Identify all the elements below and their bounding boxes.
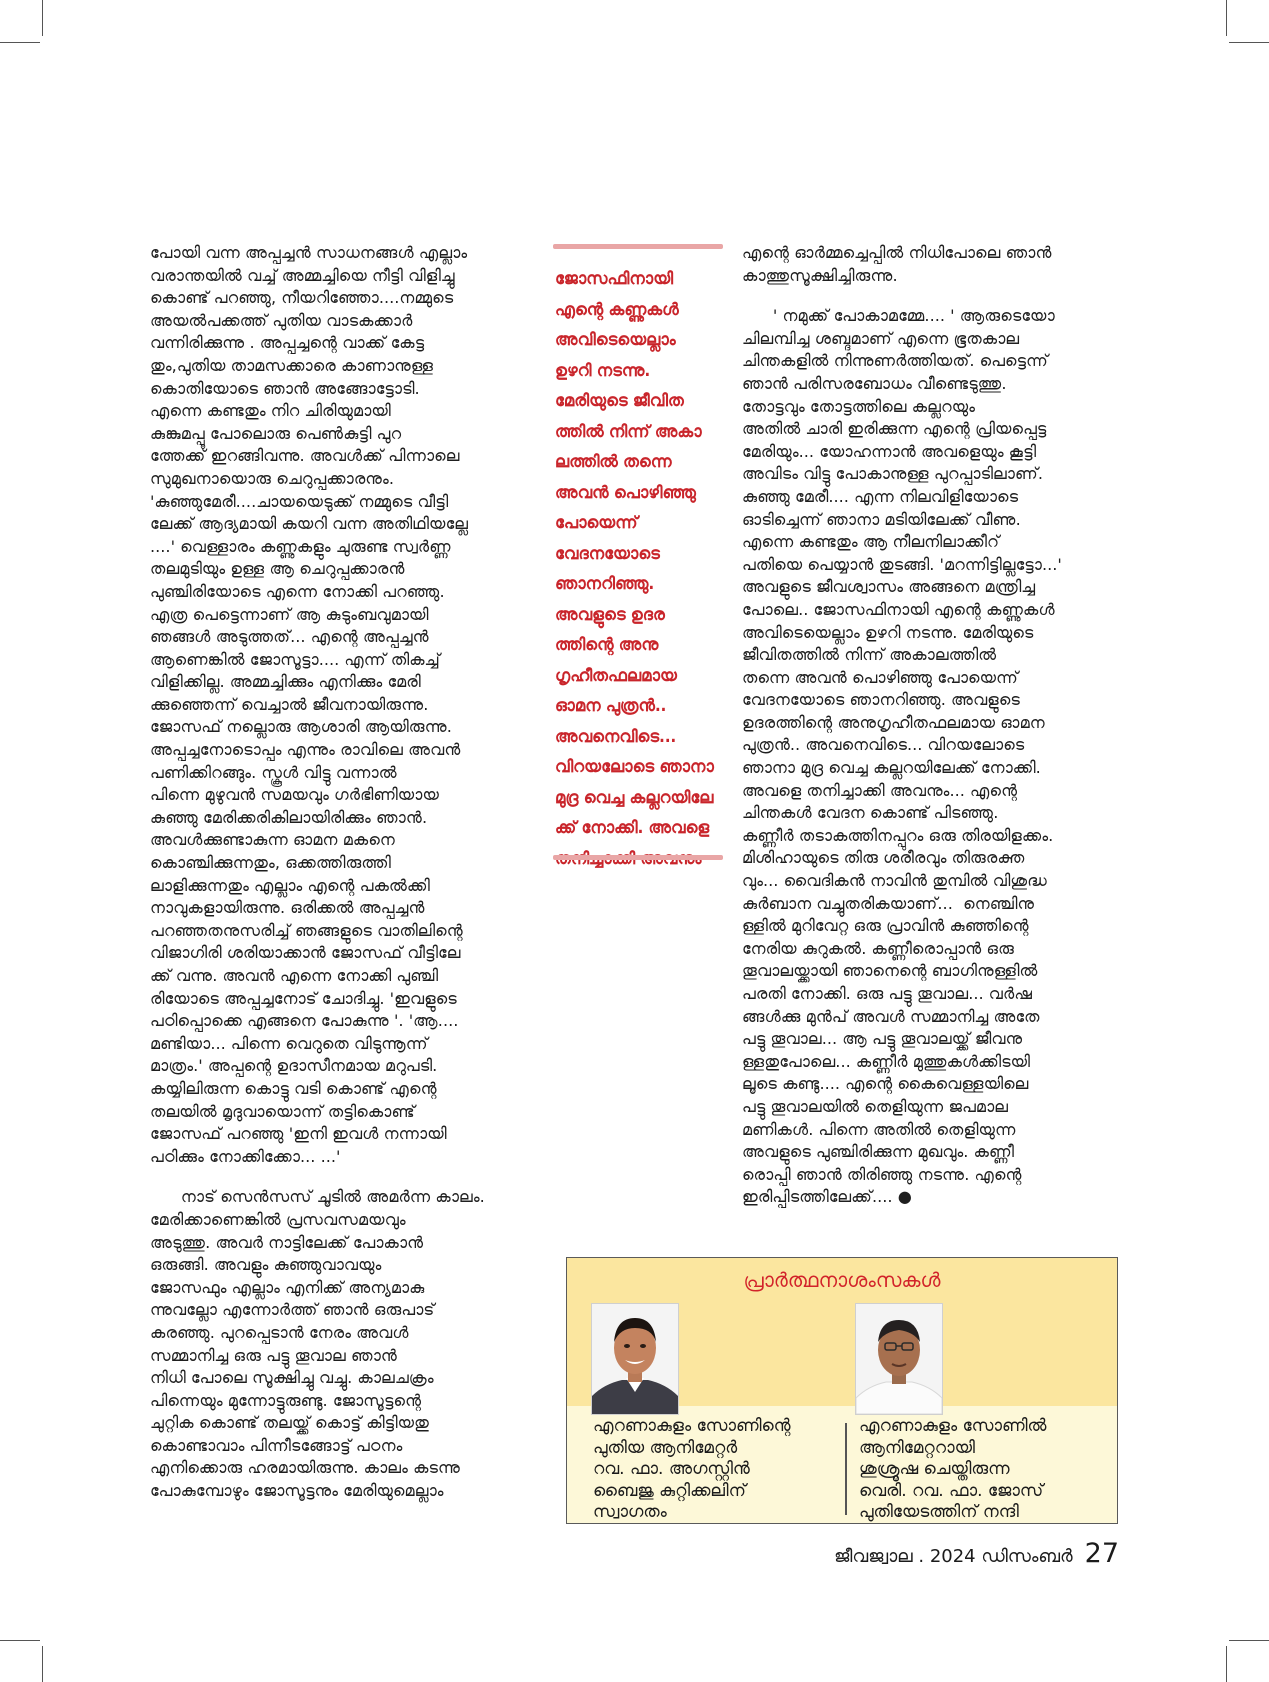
text-line: നാവുകളായിരുന്നു. ഒരിക്കൽ അപ്പച്ചൻ	[150, 898, 425, 918]
text-line: വേദനയോടെ ഞാനറിഞ്ഞു. അവളുടെ	[742, 690, 1020, 710]
text-line: കുങ്കുമപ്പൂ പോലൊരു പെൺകുട്ടി പുറ	[150, 423, 402, 443]
portrait-icon	[592, 1304, 678, 1414]
text-line: ഞാനറിഞ്ഞു.	[555, 574, 655, 593]
text-line: ഉദരത്തിന്റെ അനുഗൃഹീതഫലമായ ഓമന	[742, 712, 1045, 732]
greetings-title: പ്രാർത്ഥനാശംസകൾ	[743, 1268, 941, 1292]
right-text-column	[742, 242, 1122, 1209]
text-line: എന്റെ ഓർമ്മച്ചെപ്പിൽ നിധിപോലെ ഞാൻ	[742, 243, 1052, 262]
text-line: പുഞ്ചിരിയോടെ എന്നെ നോക്കി പറഞ്ഞു.	[150, 581, 445, 601]
magazine-issue: ജീവജ്വാല . 2024 ഡിസംബർ	[834, 1546, 1073, 1567]
text-line: രൊപ്പി ഞാൻ തിരിഞ്ഞു നടന്നു. എന്റെ	[742, 1164, 1022, 1184]
text-line: ജോസഫ് പറഞ്ഞു 'ഇനി ഇവൾ നന്നായി	[150, 1124, 447, 1144]
text-line: വന്നിരിക്കുന്നു . അപ്പച്ചന്റെ വാക്ക് കേട്ട	[150, 333, 425, 353]
text-line: വരാന്തയിൽ വച്ച് അമ്മച്ചിയെ നീട്ടി വിളിച്ചു	[150, 265, 455, 285]
person-1-photo	[591, 1303, 679, 1415]
text-line: തലമുടിയും ഉള്ള ആ ചെറുപ്പക്കാരൻ	[150, 559, 405, 579]
text-line: ജോസഫും എല്ലാം എനിക്ക് അന്യമാകു	[150, 1277, 425, 1297]
text-line: അയൽപക്കത്ത് പുതിയ വാടകക്കാർ	[150, 310, 413, 330]
person-1-caption	[593, 1416, 791, 1524]
text-line: മേരിക്കാണെങ്കിൽ പ്രസവസമയവും	[150, 1209, 406, 1229]
crop-mark	[0, 42, 40, 43]
text-line: എന്നെ കണ്ടതും ആ നീലനിലാക്കീറ്	[742, 532, 1000, 552]
greetings-divider	[845, 1423, 847, 1515]
text-line: ചിന്തകളിൽ നിന്നുണർത്തിയത്. പെട്ടെന്ന്	[742, 351, 1048, 371]
text-line: ക്ക് നോക്കി. അവളെ	[555, 818, 710, 837]
text-line: ലത്തിൽ തന്നെ	[555, 452, 672, 471]
person-2-photo	[855, 1303, 943, 1415]
text-line: ചുറ്റിക കൊണ്ട് തലയ്ക്ക് കൊട്ട് കിട്ടിയതു	[150, 1413, 430, 1433]
text-line: നേരിയ കുറുകൽ. കണ്ണീരൊപ്പാൻ ഒരു	[742, 938, 1015, 958]
text-line: ലൂടെ കണ്ടു.... എന്റെ കൈവെള്ളയിലെ	[742, 1074, 1029, 1094]
text-line: ത്തിൽ നിന്ന് അകാ	[555, 421, 702, 441]
text-line: വിറയലോടെ ഞാനാ	[555, 757, 714, 776]
text-line: അവളെ തനിച്ചാക്കി അവനും... എന്റെ	[742, 780, 1018, 800]
text-line: വിജാഗിരി ശരിയാക്കാൻ ജോസഫ് വീട്ടിലേ	[150, 943, 461, 963]
text-line: എന്റെ കണ്ണുകൾ	[555, 299, 679, 319]
text-line: കുഞ്ഞു മേരിക്കരികിലായിരിക്കും ഞാൻ.	[150, 807, 428, 827]
text-line: ഞങ്ങൾ അടുത്തത്... എന്റെ അപ്പച്ചൻ	[150, 627, 429, 647]
text-line: വിളിക്കില്ല. അമ്മച്ചിക്കും എനിക്കും മേരി	[150, 672, 421, 692]
text-line: ആനിമേറ്ററായി	[859, 1437, 975, 1458]
text-line: അപ്പച്ചനോടൊപ്പം എന്നും രാവിലെ അവൻ	[150, 740, 461, 760]
text-line: പുത്രൻ.. അവനെവിടെ... വിറയലോടെ	[742, 735, 1025, 755]
text-line: കണ്ണീർ തടാകത്തിനപ്പുറം ഒരു തിരയിളക്കം.	[742, 825, 1054, 845]
text-line: ജോസഫിനായി	[555, 269, 674, 288]
crop-mark	[0, 1640, 40, 1641]
text-line: തലയിൽ മൃദുവായൊന്ന് തട്ടികൊണ്ട്	[150, 1101, 415, 1121]
text-line: സുമുഖനായൊരു ചെറുപ്പക്കാരനും.	[150, 468, 394, 488]
text-line: നിധി പോലെ സൂക്ഷിച്ചു വച്ചു. കാലചക്രം	[150, 1368, 434, 1388]
text-line: ലാളിക്കുന്നതും എല്ലാം എന്റെ പകൽക്കി	[150, 875, 430, 895]
page-footer	[834, 1538, 1119, 1569]
text-line: മേരിയുടെ ജീവിത	[555, 391, 684, 410]
text-line: ലേക്ക് ആദ്യമായി കയറി വന്ന അതിഥിയല്ലേ	[150, 514, 469, 534]
text-line: ജീവിതത്തിൽ നിന്ന് അകാലത്തിൽ	[742, 645, 997, 665]
text-line: ക്ക് വന്നു. അവൻ എന്നെ നോക്കി പുഞ്ചി	[150, 966, 439, 985]
text-line: ള്ളിൽ മുറിവേറ്റ ഒരു പ്രാവിൻ കുഞ്ഞിന്റെ	[742, 916, 1029, 936]
text-line: കൊഞ്ചിക്കുന്നതും, ഒക്കത്തിരുത്തി	[150, 853, 391, 873]
text-line: ചിലമ്പിച്ച ശബ്ദമാണ് എന്നെ ഭൂതകാല	[742, 328, 1020, 348]
text-line: മാത്രം.' അപ്പന്റെ ഉദാസീനമായ മറുപടി.	[150, 1056, 438, 1076]
text-line: മേരിയും... യോഹന്നാൻ അവളെയും കൂട്ടി	[742, 441, 1037, 461]
text-line: പതിയെ പെയ്യാൻ തുടങ്ങി. 'മറന്നിട്ടില്ലട്ടോ...'	[742, 554, 1062, 574]
text-line: അവനെവിടെ...	[555, 726, 677, 746]
text-line: തും,പുതിയ താമസക്കാരെ കാണാനുള്ള	[150, 355, 434, 375]
text-line: എറണാകുളം സോണിൽ	[859, 1416, 1047, 1436]
text-line: തൂവാലയ്ക്കായി ഞാനെന്റെ ബാഗിനുള്ളിൽ	[742, 961, 1038, 981]
text-line: നാട് സെൻസസ് ചൂടിൽ അമർന്ന കാലം.	[150, 1187, 485, 1207]
text-line: പോലെ.. ജോസഫിനായി എന്റെ കണ്ണുകൾ	[742, 599, 1055, 619]
left-paragraph-1	[150, 242, 540, 1168]
text-line: പഠിക്കും നോക്കിക്കോ... ...'	[150, 1146, 341, 1166]
text-line: അവൾക്കുണ്ടാകുന്ന ഓമന മകനെ	[150, 830, 395, 850]
text-line: മണികൾ. പിന്നെ അതിൽ തെളിയുന്ന	[742, 1119, 1016, 1139]
text-line: തോട്ടവും തോട്ടത്തിലെ കല്ലറയും	[742, 396, 976, 416]
text-line: കൊതിയോടെ ഞാൻ അങ്ങോട്ടോടി.	[150, 378, 420, 398]
text-line: കൊണ്ടാവാം പിന്നീടങ്ങോട്ട് പഠനം	[150, 1435, 403, 1455]
text-line: പറഞ്ഞതനുസരിച്ച് ഞങ്ങളുടെ വാതിലിന്റെ	[150, 920, 463, 940]
right-paragraph-2	[742, 305, 1122, 1209]
text-line: ഞാൻ പരിസരബോധം വീണ്ടെടുത്തു.	[742, 373, 1007, 393]
crop-mark	[1226, 1646, 1227, 1682]
text-line: ങ്ങൾക്കു മുൻപ് അവൾ സമ്മാനിച്ച അതേ	[742, 1006, 1040, 1026]
crop-mark	[42, 1646, 43, 1682]
text-line: എത്ര പെട്ടെന്നാണ് ആ കുടുംബവുമായി	[150, 604, 429, 624]
text-line: മണ്ടിയാ... പിന്നെ വെറുതെ വിടുന്നൂന്ന്	[150, 1033, 428, 1053]
text-line: അവിടെയെല്ലാം ഉഴറി നടന്നു. മേരിയുടെ	[742, 622, 1034, 642]
text-line: അവിടം വിട്ടു പോകാനുള്ള പുറപ്പാടിലാണ്.	[742, 464, 1044, 484]
text-line: അവൻ പൊഴിഞ്ഞു	[555, 482, 697, 502]
text-line: പണിക്കിറങ്ങും. സ്കൂൾ വിട്ടു വന്നാൽ	[150, 762, 397, 782]
text-line: അവളുടെ പുഞ്ചിരിക്കുന്ന മുഖവും. കണ്ണീ	[742, 1142, 1015, 1162]
person-2-caption	[859, 1416, 1046, 1524]
text-line: 'കുഞ്ഞുമേരീ....ചായയെടുക്ക് നമ്മുടെ വീട്ടി	[150, 491, 449, 511]
text-line: അതിൽ ചാരി ഇരിക്കുന്ന എന്റെ പ്രിയപ്പെട്ട	[742, 419, 1047, 439]
text-line: അടുത്തു. അവർ നാട്ടിലേക്ക് പോകാൻ	[150, 1232, 424, 1252]
text-line: ള്ളതുപോലെ... കണ്ണീർ മുത്തുകൾക്കിടയി	[742, 1051, 1031, 1071]
text-line: ഓടിച്ചെന്ന് ഞാനാ മടിയിലേക്ക് വീണു.	[742, 509, 1021, 529]
text-line: കൊണ്ട് പറഞ്ഞു, നീയറിഞ്ഞോ....നമ്മുടെ	[150, 288, 454, 308]
text-line: ' നമുക്ക് പോകാമമ്മേ.... ' ആരുടെയോ	[742, 306, 1055, 326]
text-line: ബൈജു കുറ്റിക്കലിന്	[593, 1480, 746, 1501]
crop-mark	[1229, 42, 1269, 43]
text-line: വെരി. റവ. ഫാ. ജോസ്	[859, 1480, 1044, 1501]
text-line: പോയെന്ന്	[555, 513, 638, 532]
text-line: റവ. ഫാ. അഗസ്റ്റിൻ	[593, 1459, 750, 1479]
text-line: ഗൃഹീതഫലമായ	[555, 665, 677, 685]
text-line: രിയോടെ അപ്പച്ചനോട് ചോദിച്ചു. 'ഇവളുടെ	[150, 988, 457, 1008]
text-line: ഇരിപ്പിടത്തിലേക്ക്.... ●	[742, 1187, 912, 1207]
text-line: ത്തേക്ക് ഇറങ്ങിവന്നു. അവൾക്ക് പിന്നാലെ	[150, 446, 460, 466]
text-line: പോയി വന്ന അപ്പച്ചൻ സാധനങ്ങൾ എല്ലാം	[150, 243, 468, 262]
text-line: കാത്തുസൂക്ഷിച്ചിരുന്നു.	[742, 265, 898, 285]
text-line: അവളുടെ ജീവശ്വാസം അങ്ങനെ മന്ത്രിച്ച	[742, 577, 1036, 597]
text-line: കരഞ്ഞു. പുറപ്പെടാൻ നേരം അവൾ	[150, 1322, 409, 1342]
text-line: ത്തിന്റെ അനു	[555, 635, 659, 654]
text-line: ....' വെള്ളാരം കണ്ണുകളും ചുരുണ്ട സ്വർണ്ണ	[150, 536, 451, 556]
text-line: ചിന്തകൾ വേദന കൊണ്ട് പിടഞ്ഞു.	[742, 803, 999, 823]
right-paragraph-1	[742, 242, 1122, 287]
text-line: ശുശ്രൂഷ ചെയ്തിരുന്ന	[859, 1459, 1010, 1479]
text-line: ഒരുങ്ങി. അവളും കുഞ്ഞുവാവയും	[150, 1255, 382, 1275]
text-line: ക്കുഞ്ഞെന്ന് വെച്ചാൽ ജീവനായിരുന്നു.	[150, 694, 429, 714]
text-line: പിന്നെയും മുന്നോട്ടുരുണ്ടു. ജോസൂട്ടന്റെ	[150, 1390, 422, 1410]
text-line: പഠിപ്പൊക്കെ എങ്ങനെ പോകുന്നു '. 'ആ....	[150, 1011, 459, 1031]
text-line: പട്ടു തൂവാല... ആ പട്ടു തൂവാലയ്ക്ക് ജീവനു	[742, 1029, 1023, 1049]
text-line: പുതിയ ആനിമേറ്റർ	[593, 1437, 738, 1458]
text-line: മുദ്ര വെച്ച കല്ലറയിലേ	[555, 787, 714, 807]
text-line: തന്നെ അവൻ പൊഴിഞ്ഞു പോയെന്ന്	[742, 667, 1019, 687]
left-text-column	[150, 242, 540, 1503]
text-line: ഉഴറി നടന്നു.	[555, 360, 651, 380]
text-line: അവിടെയെല്ലാം	[555, 330, 676, 349]
pull-quote-text	[555, 264, 723, 874]
text-line: കയ്യിലിരുന്ന കൊട്ടു വടി കൊണ്ട് എന്റെ	[150, 1078, 437, 1098]
crop-mark	[42, 0, 43, 36]
crop-mark	[1226, 0, 1227, 36]
portrait-icon	[856, 1304, 942, 1414]
text-line: എനിക്കൊരു ഹരമായിരുന്നു. കാലം കടന്നു	[150, 1458, 461, 1478]
pull-quote-bottom-rule	[553, 855, 723, 860]
text-line: വും... വൈദികൻ നാവിൻ തുമ്പിൽ വിശുദ്ധ	[742, 871, 1048, 891]
pull-quote	[553, 244, 723, 860]
text-line: കുർബാന വച്ചുതരികയാണ്... നെഞ്ചിനു	[742, 893, 1035, 913]
text-line: കുഞ്ഞു മേരീ.... എന്ന നിലവിളിയോടെ	[742, 486, 1019, 506]
crop-mark	[1229, 1640, 1269, 1641]
text-line: ഓമന പുത്രൻ..	[555, 696, 667, 715]
text-line: പോകുമ്പോഴും ജോസൂട്ടനും മേരിയുമെല്ലാം	[150, 1481, 444, 1501]
text-line: ആണെങ്കിൽ ജോസൂട്ടാ.... എന്ന് തികച്ച്	[150, 649, 440, 669]
text-line: പരതി നോക്കി. ഒരു പട്ടു തൂവാല... വർഷ	[742, 984, 1033, 1003]
text-line: ഞാനാ മുദ്ര വെച്ച കല്ലറയിലേക്ക് നോക്കി.	[742, 758, 1041, 778]
text-line: ന്നുവല്ലോ എന്നോർത്ത് ഞാൻ ഒരുപാട്	[150, 1300, 435, 1320]
text-line: വേദനയോടെ	[555, 543, 660, 563]
text-line: മിശിഹായുടെ തിരു ശരീരവും തിരുരക്ത	[742, 848, 1025, 868]
text-line: എന്നെ കണ്ടതും നിറ ചിരിയുമായി	[150, 401, 391, 421]
greetings-box	[566, 1257, 1118, 1524]
text-line: പട്ടു തൂവാലയിൽ തെളിയുന്ന ജപമാല	[742, 1096, 1009, 1116]
text-line: സ്വാഗതം	[593, 1502, 667, 1522]
text-line: പുതിയേടത്തിന് നന്ദി	[859, 1502, 1019, 1522]
text-line: പിന്നെ മുഴുവൻ സമയവും ഗർഭിണിയായ	[150, 785, 440, 805]
text-line: അവളുടെ ഉദര	[555, 604, 665, 624]
pull-quote-top-rule	[553, 244, 723, 249]
left-paragraph-2	[150, 1186, 540, 1502]
text-line: എറണാകുളം സോണിന്റെ	[593, 1416, 791, 1436]
page-number: 27	[1084, 1538, 1119, 1569]
text-line: സമ്മാനിച്ച ഒരു പട്ടു തൂവാല ഞാൻ	[150, 1345, 397, 1365]
text-line: ജോസഫ് നല്ലൊരു ആശാരി ആയിരുന്നു.	[150, 717, 452, 737]
